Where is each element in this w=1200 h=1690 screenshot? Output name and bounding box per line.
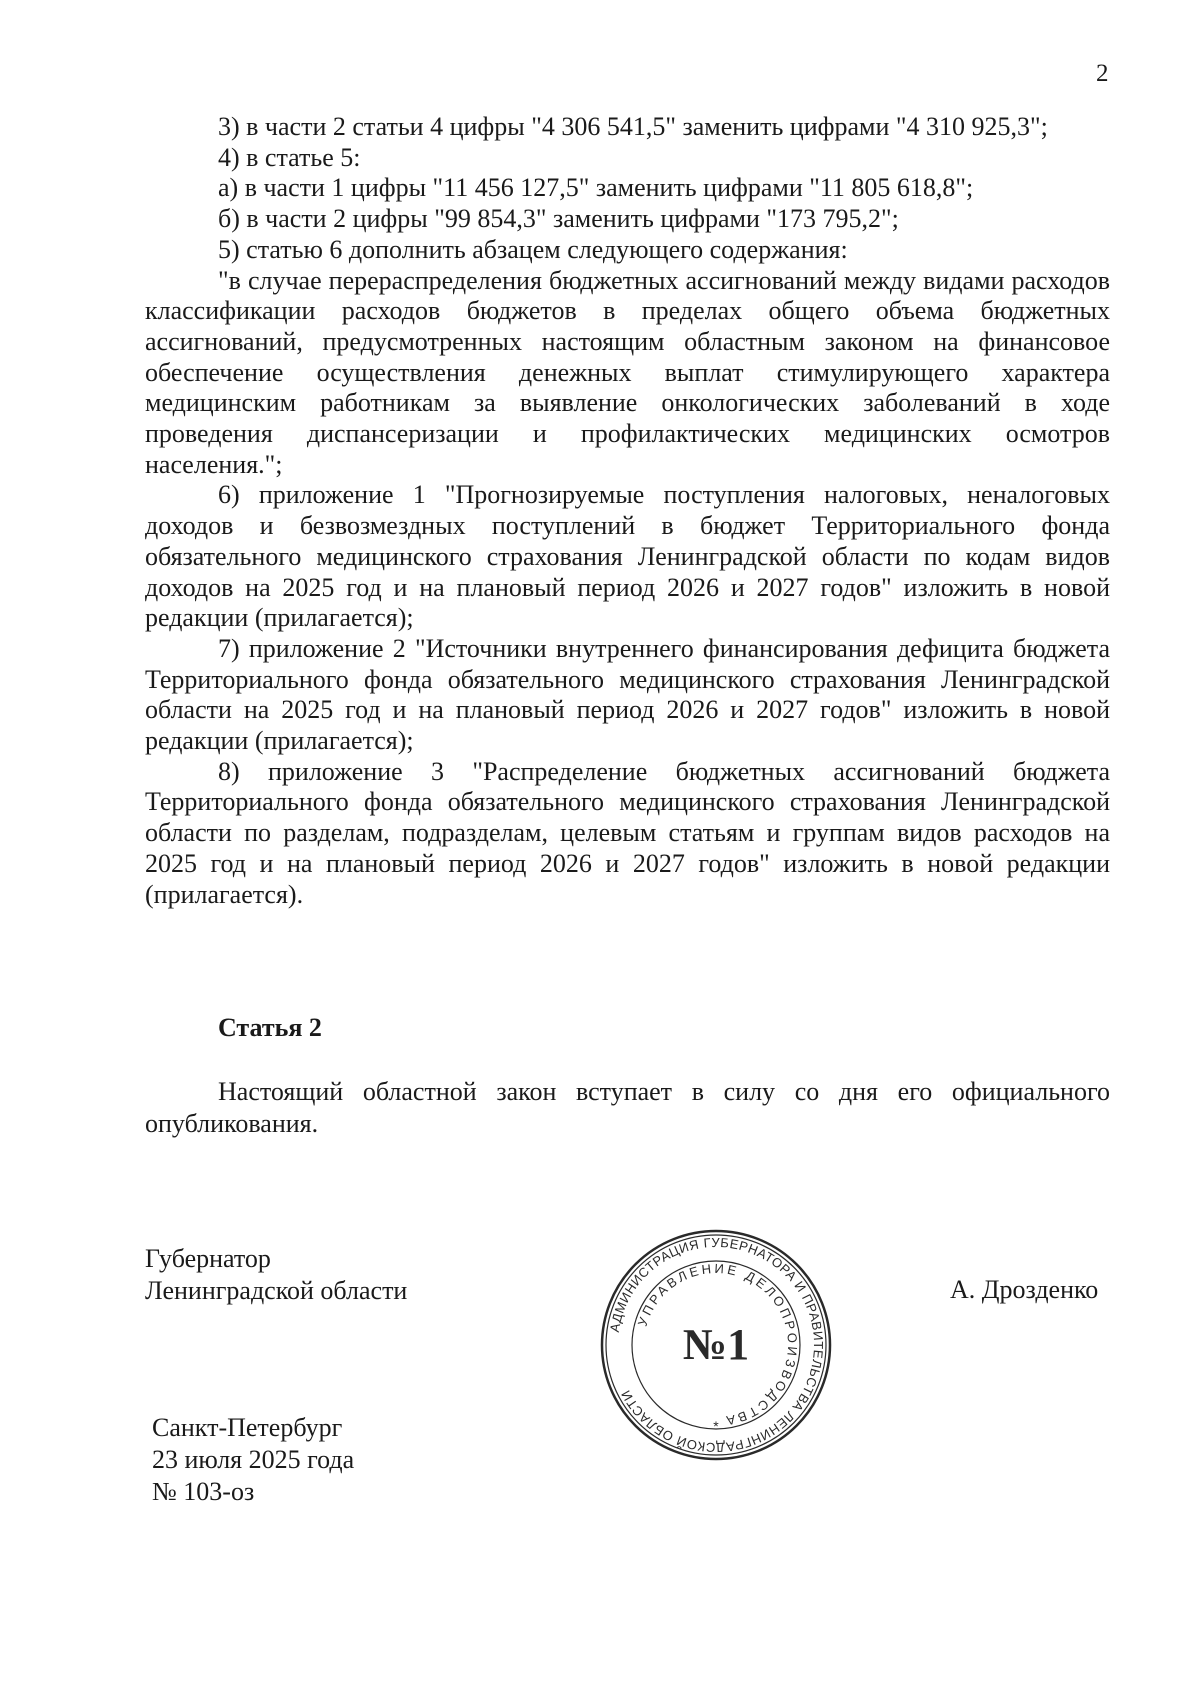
amendment-item-8: 8) приложение 3 "Распределение бюджетных ассигнований бюджета Территориального фонда обязательного медицинского страхования Ленинградской области по разделам, подразделам, целевым статьям и группам видов расходов на 2025 год и на плановый период 2026 и 2027 годов" изложить в новой редакции (прилагается).: [145, 756, 1110, 909]
official-seal: [596, 1225, 836, 1465]
seal-inner-text: УПРАВЛЕНИЕ ДЕЛОПРОИЗВОДСТВА: [634, 1260, 801, 1429]
signatory-name: А. Дрозденко: [950, 1275, 1099, 1304]
seal-center-number: №1: [682, 1320, 750, 1369]
law-number: № 103-оз: [152, 1477, 255, 1506]
amendment-item-6: 6) приложение 1 "Прогнозируемые поступления налоговых, неналоговых доходов и безвозмездных поступлений в бюджет Территориального фонда обязательного медицинского страхования Ленинградской области по кодам видов доходов на 2025 год и на плановый период 2026 и 2027 годов" изложить в новой редакции (прилагается);: [145, 480, 1110, 633]
amendment-item-4: 4) в статье 5:: [218, 142, 361, 172]
document-footer: [152, 1412, 354, 1508]
amendment-item-7: 7) приложение 2 "Источники внутреннего финансирования дефицита бюджета Территориального фонда обязательного медицинского страхования Ленинградской области на 2025 год и на плановый период 2026 и 2027 годов" изложить в новой редакции (прилагается);: [145, 633, 1110, 756]
signing-city: Санкт-Петербург: [152, 1413, 343, 1442]
page-number: 2: [1096, 60, 1109, 87]
article-heading: Статья 2: [218, 1013, 322, 1042]
seal-star-icon: *: [713, 1418, 719, 1434]
amendment-item-3: 3) в части 2 статьи 4 цифры "4 306 541,5" заменить цифрами "4 310 925,3";: [218, 112, 1048, 141]
signatory-title: [145, 1243, 407, 1307]
signatory-title-line1: Губернатор: [145, 1244, 271, 1273]
signing-date: 23 июля 2025 года: [152, 1445, 355, 1474]
amendment-subitem-a: а) в части 1 цифры "11 456 127,5" заменить цифрами "11 805 618,8";: [218, 173, 974, 203]
seal-outer-text: АДМИНИСТРАЦИЯ ГУБЕРНАТОРА И ПРАВИТЕЛЬСТВА ЛЕНИНГРАДСКОЙ ОБЛАСТИ: [606, 1234, 827, 1456]
quoted-paragraph: "в случае перераспределения бюджетных ассигнований между видами расходов классификации расходов бюджетов в пределах общего объема бюджетных ассигнований, предусмотренных настоящим областным законом на финансовое обеспечение осуществления денежных выплат стимулирующего характера медицинским работникам за выявление онкологических заболеваний в ходе проведения диспансеризации и профилактических медицинских осмотров населения.";: [145, 265, 1110, 479]
amendment-subitem-b: б) в части 2 цифры "99 854,3" заменить цифрами "173 795,2";: [218, 204, 899, 234]
amendments-list: [145, 112, 1110, 910]
signatory-title-line2: Ленинградской области: [145, 1276, 408, 1305]
article-text: Настоящий областной закон вступает в силу со дня его официального опубликования.: [145, 1077, 1110, 1138]
amendment-item-5: 5) статью 6 дополнить абзацем следующего содержания:: [218, 234, 848, 264]
